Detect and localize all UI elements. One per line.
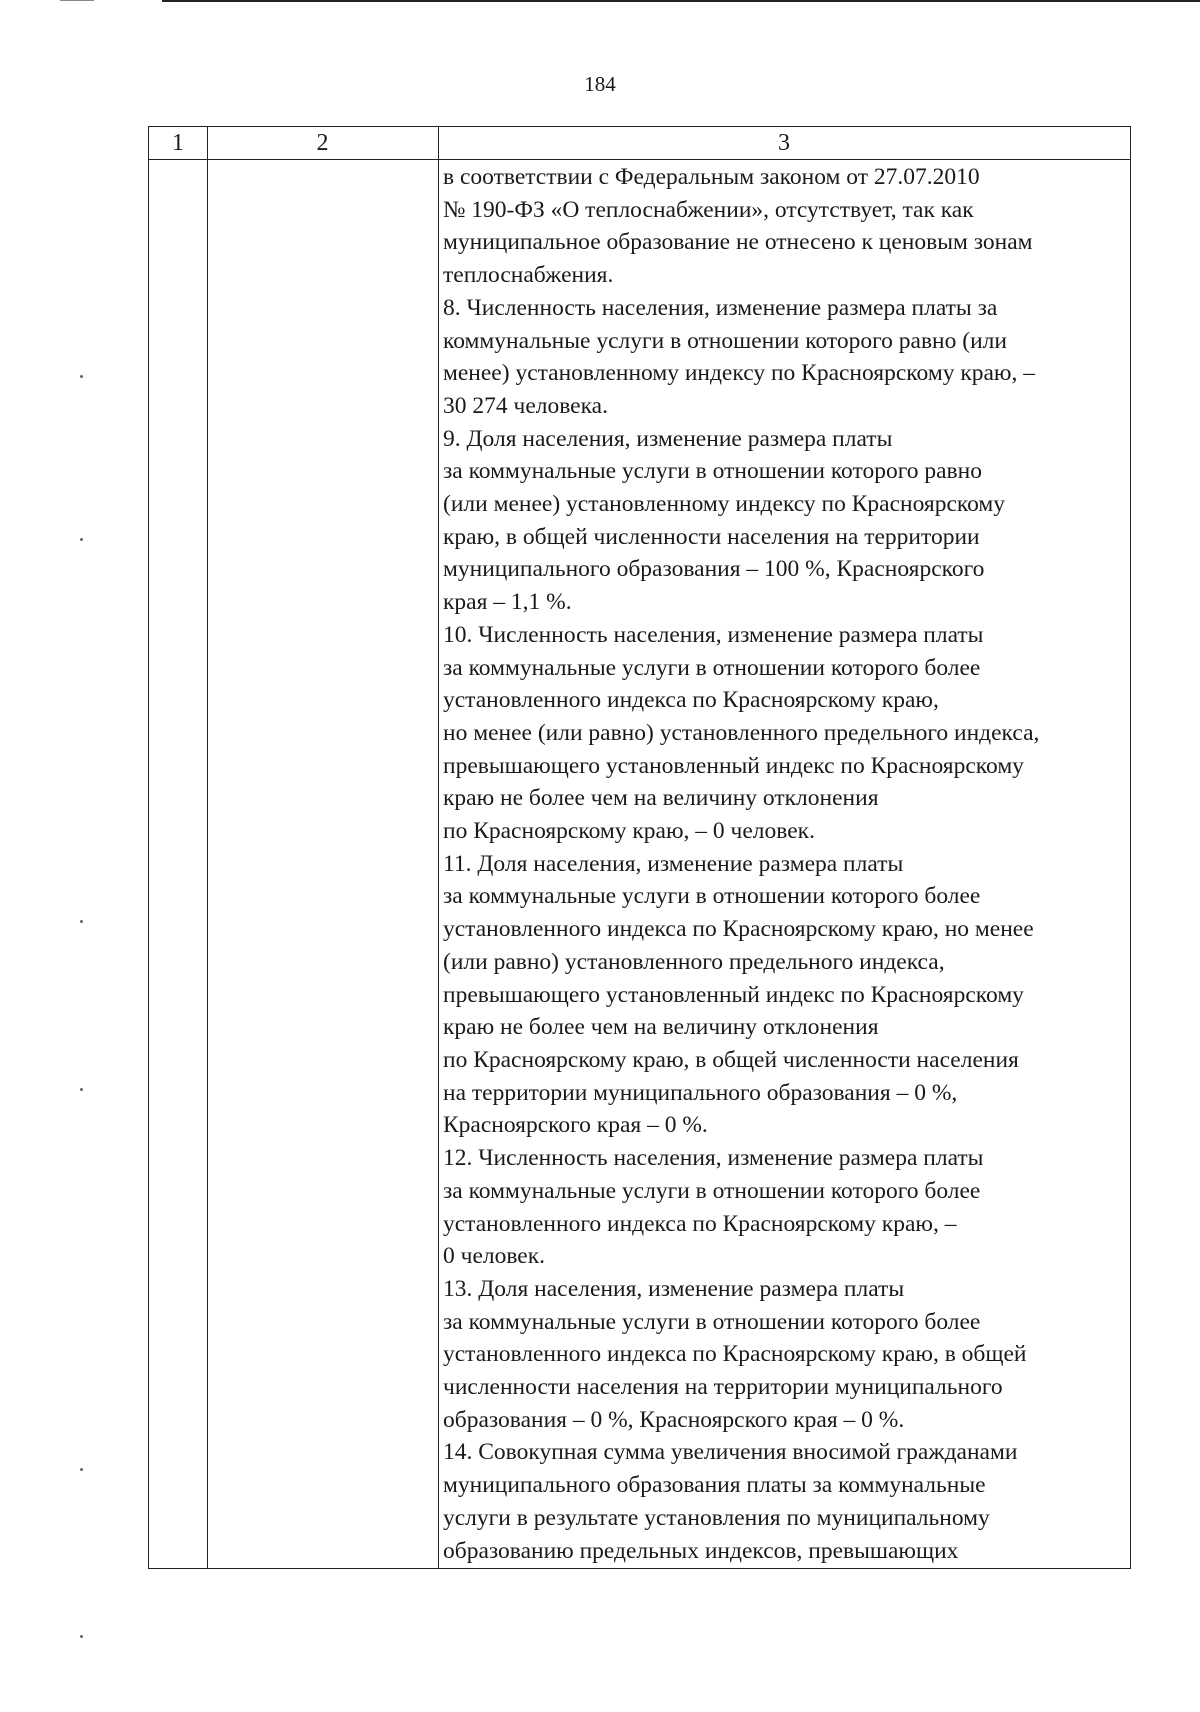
column-divider-2 (438, 127, 439, 1568)
scan-dot (80, 1088, 83, 1091)
text-line: превышающего установленный индекс по Красноярскому (443, 752, 1024, 779)
scan-edge-mark (60, 0, 94, 1)
scan-dot (80, 920, 83, 923)
scan-dot (80, 1635, 83, 1638)
text-line: по Красноярскому краю, – 0 человек. (443, 818, 815, 845)
text-line: 13. Доля населения, изменение размера платы (443, 1275, 905, 1302)
text-line: № 190-ФЗ «О теплоснабжении», отсутствует, так как (443, 196, 974, 223)
text-line: муниципального образования платы за коммунальные (443, 1472, 986, 1499)
text-line: образованию предельных индексов, превышающих (443, 1537, 959, 1564)
text-line: в соответствии с Федеральным законом от 27.07.2010 (443, 164, 980, 190)
text-line: за коммунальные услуги в отношении которого более (443, 1177, 981, 1204)
text-line: услуги в результате установления по муниципальному (443, 1504, 990, 1531)
text-line: установленного индекса по Красноярскому краю, (443, 687, 939, 714)
column-header-1: 1 (172, 130, 184, 156)
text-line: 8. Численность населения, изменение размера платы за (443, 294, 998, 321)
text-line: на территории муниципального образования – 0 %, (443, 1079, 958, 1106)
column-divider-1 (207, 127, 208, 1568)
text-line: 11. Доля населения, изменение размера платы (443, 850, 904, 877)
text-line: но менее (или равно) установленного предельного индекса, (443, 719, 1040, 746)
text-line: 30 274 человека. (443, 392, 608, 419)
scan-dot (80, 375, 83, 378)
text-line: численности населения на территории муниципального (443, 1374, 1003, 1401)
page-number: 184 (584, 72, 616, 96)
text-line: 12. Численность населения, изменение размера платы (443, 1145, 984, 1172)
text-line: (или менее) установленному индексу по Красноярскому (443, 491, 1006, 518)
text-line: краю, в общей численности населения на территории (443, 523, 980, 550)
column-3-text (443, 161, 1133, 1567)
text-line: за коммунальные услуги в отношении которого более (443, 654, 981, 681)
scan-dot (80, 1468, 83, 1471)
text-line: края – 1,1 %. (443, 589, 572, 616)
text-line: образования – 0 %, Красноярского края – 0 %. (443, 1406, 905, 1433)
top-border-rule (162, 0, 1200, 2)
text-line: 9. Доля населения, изменение размера платы (443, 425, 893, 452)
text-line: (или равно) установленного предельного индекса, (443, 948, 945, 975)
text-line: краю не более чем на величину отклонения (443, 785, 879, 812)
text-line: установленного индекса по Красноярскому краю, но менее (443, 916, 1034, 943)
column-header-2: 2 (316, 130, 329, 156)
text-line: 14. Совокупная сумма увеличения вносимой гражданами (443, 1439, 1018, 1466)
document-table (148, 126, 1131, 1569)
text-line: краю не более чем на величину отклонения (443, 1014, 879, 1041)
text-line: Красноярского края – 0 %. (443, 1112, 708, 1139)
text-line: по Красноярскому краю, в общей численности населения (443, 1046, 1019, 1073)
scan-dot (80, 538, 83, 541)
text-line: муниципальное образование не отнесено к ценовым зонам (443, 229, 1033, 256)
text-line: установленного индекса по Красноярскому краю, в общей (443, 1341, 1027, 1368)
text-line: превышающего установленный индекс по Красноярскому (443, 981, 1024, 1008)
text-line: теплоснабжения. (443, 262, 614, 289)
text-line: 10. Численность населения, изменение размера платы (443, 621, 984, 648)
text-line: за коммунальные услуги в отношении которого более (443, 883, 981, 910)
text-line: муниципального образования – 100 %, Красноярского (443, 556, 985, 583)
text-line: 0 человек. (443, 1243, 546, 1270)
text-line: установленного индекса по Красноярскому краю, – (443, 1210, 957, 1237)
column-header-3: 3 (778, 130, 790, 156)
text-line: коммунальные услуги в отношении которого равно (или (443, 327, 1007, 354)
header-divider (149, 159, 1130, 160)
text-line: за коммунальные услуги в отношении которого равно (443, 458, 982, 485)
text-line: за коммунальные услуги в отношении которого более (443, 1308, 981, 1335)
text-line: менее) установленному индексу по Красноярскому краю, – (443, 360, 1035, 387)
